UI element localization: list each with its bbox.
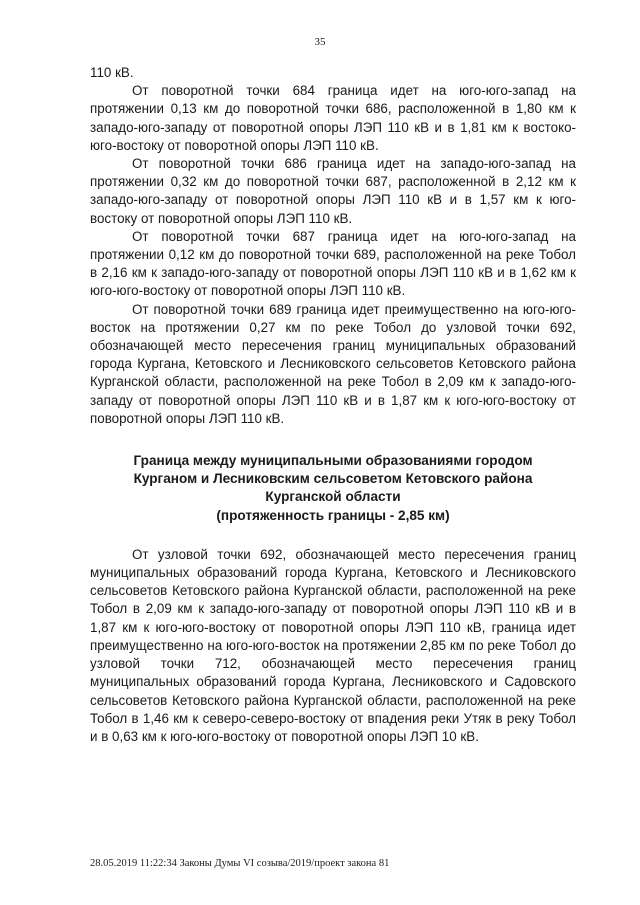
heading-line-3: Курганской области bbox=[265, 489, 401, 505]
paragraph-point-687: От поворотной точки 687 граница идет на юго-юго-запад на протяжении 0,12 км до поворотной точки 689, расположенной на реке Тобол в 2,16 км к западо-юго-западу от поворотной опоры ЛЭП 110 кВ и в 1,62 км к юго-юго-востоку от поворотной опоры ЛЭП 110 кВ. bbox=[90, 228, 576, 299]
paragraph-point-686: От поворотной точки 686 граница идет на западо-юго-запад на протяжении 0,32 км до поворотной точки 687, расположенной в 2,12 км к западо-юго-западу от поворотной опоры ЛЭП 110 кВ и в 1,57 км к юго-востоку от поворотной опоры ЛЭП 110 кВ. bbox=[90, 156, 576, 226]
paragraph-point-692: От узловой точки 692, обозначающей место пересечения границ муниципальных образований города Кургана, Кетовского и Лесниковского сельсоветов Кетовского района Курганской области, расположенной на реке Тобол в 2,09 км к западо-юго-западу от поворотной опоры ЛЭП 110 кВ и в 1,87 км к юго-юго-востоку от поворотной опоры ЛЭП 110 кВ, граница идет преимущественно на юго-юго-восток на протяжении 2,85 км по реке Тобол до узловой точки 712, обозначающей место пересечения границ муниципальных образований города Кургана, Лесниковского и Садовского сельсоветов Кетовского района Курганской области, расположенной на реке Тобол в 1,46 км к северо-северо-востоку от впадения реки Утяк в реку Тобол и в 0,63 км к юго-юго-востоку от поворотной опоры ЛЭП 10 кВ. bbox=[90, 546, 576, 744]
footer-stamp: 28.05.2019 11:22:34 Законы Думы VI созыва/2019/проект закона 81 bbox=[90, 858, 390, 869]
heading-line-2: Курганом и Лесниковским сельсоветом Кетовского района bbox=[133, 471, 533, 487]
paragraph-point-684: От поворотной точки 684 граница идет на юго-юго-запад на протяжении 0,13 км до поворотной точки 686, расположенной в 1,80 км к западо-юго-западу от поворотной опоры ЛЭП 110 кВ и в 1,81 км к востоко-юго-востоку от поворотной опоры ЛЭП 110 кВ. bbox=[90, 83, 576, 153]
paragraph-continuation: 110 кВ. bbox=[90, 65, 134, 80]
document-body bbox=[90, 64, 576, 746]
section-heading bbox=[90, 452, 576, 525]
paragraph-point-689: От поворотной точки 689 граница идет преимущественно на юго-юго-восток на протяжении 0,27 км по реке Тобол до узловой точки 692, обозначающей место пересечения границ муниципальных образований города Кургана, Кетовского и Лесниковского сельсоветов Кетовского района Курганской области, расположенной на реке Тобол в 2,09 км к западо-юго-западу от поворотной опоры ЛЭП 110 кВ и в 1,87 км к юго-юго-востоку от поворотной опоры ЛЭП 110 кВ. bbox=[90, 301, 576, 426]
page-number: 35 bbox=[314, 36, 326, 48]
heading-line-4: (протяженность границы - 2,85 км) bbox=[216, 507, 450, 523]
heading-line-1: Граница между муниципальными образованиями городом bbox=[133, 453, 533, 469]
